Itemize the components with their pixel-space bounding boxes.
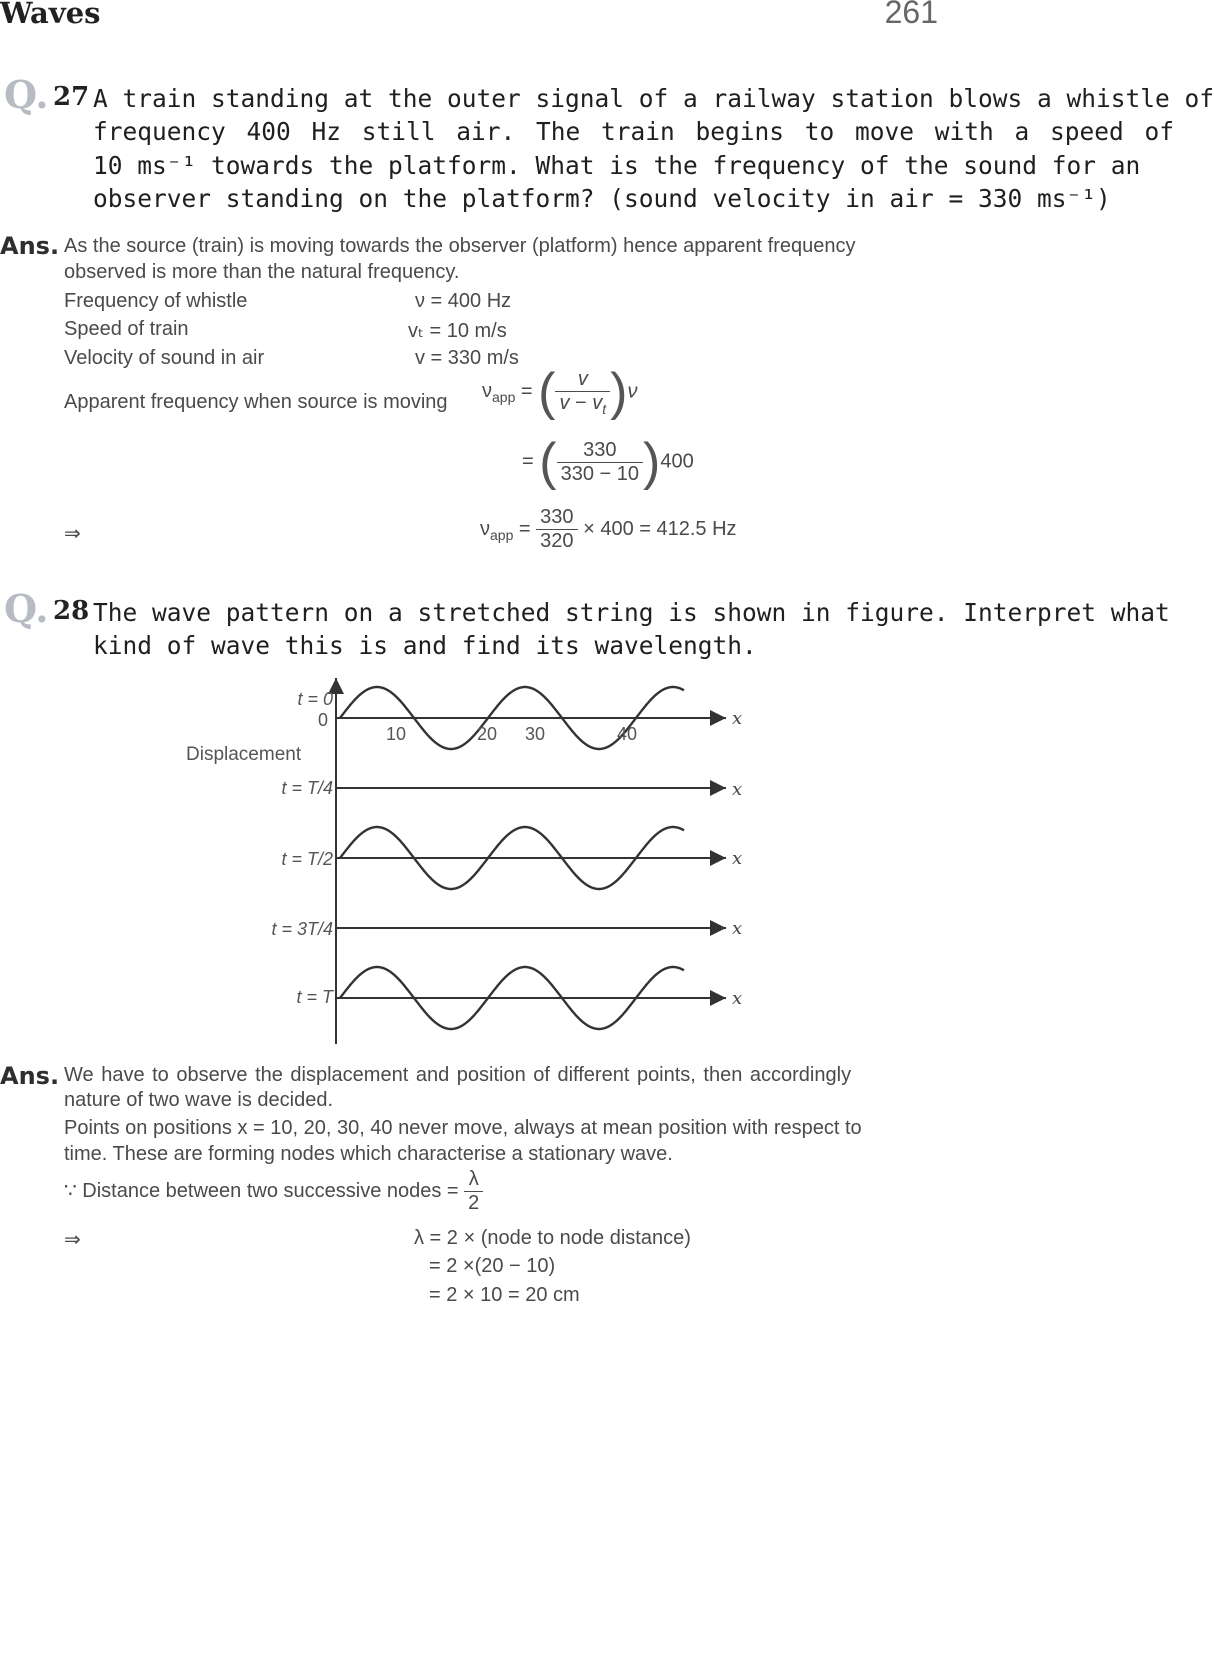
time-label: t = T/2	[281, 849, 333, 869]
x-tick-label: 30	[525, 724, 546, 744]
apparent-frequency-text: Apparent frequency when source is moving	[64, 391, 448, 413]
question-marker: Q.	[4, 72, 49, 117]
x-tick-label: 10	[386, 724, 407, 744]
page-number: 261	[884, 0, 938, 30]
given-value: v = 330 m/s	[415, 347, 519, 369]
time-label: t = 0	[297, 689, 333, 709]
implies-symbol: ⇒	[64, 523, 81, 545]
given-name: Velocity of sound in air	[64, 347, 265, 369]
given-value: ν = 400 Hz	[415, 290, 512, 312]
implies-symbol: ⇒	[64, 1229, 81, 1251]
question-line: observer standing on the platform? (sound velocity in air = 330 ms⁻¹)	[93, 184, 1111, 213]
x-axis-label: x	[732, 708, 743, 729]
x-axis-label: x	[732, 918, 743, 939]
equation-result: $\nu_{app}$ = $\frac{330}{320}$ × 400 = 412.5 Hz	[480, 506, 737, 552]
node-distance-statement: ∵ Distance between two successive nodes = $\frac{\lambda}{2}$	[64, 1168, 483, 1215]
question-line: The wave pattern on a stretched string is shown in figure. Interpret what	[93, 598, 1170, 627]
given-value: vₜ = 10 m/s	[408, 320, 507, 342]
x-axis-label: x	[732, 848, 743, 869]
question-line: kind of wave this is and find its wavelength.	[93, 631, 757, 660]
question-number: 27	[53, 82, 90, 112]
wavelength-step: λ = 2 × (node to node distance)	[414, 1227, 691, 1249]
wave-pattern-figure	[180, 672, 780, 1052]
time-label: t = T	[296, 987, 333, 1007]
wavelength-step: = 2 ×(20 − 10)	[429, 1255, 556, 1277]
x-tick-label: 40	[617, 724, 638, 744]
question-line: A train standing at the outer signal of a railway station blows a whistle of	[93, 84, 1214, 113]
equation-apparent-frequency: $\nu_{app}$ = ( $\frac{v}{v - v_t}$ )ν	[482, 363, 638, 421]
question-marker: Q.	[4, 586, 49, 631]
origin-label: 0	[318, 710, 329, 730]
time-label: t = 3T/4	[271, 919, 333, 939]
answer-line: nature of two wave is decided.	[64, 1089, 334, 1111]
answer-line: time. These are forming nodes which characterise a stationary wave.	[64, 1143, 673, 1165]
question-line: 10 ms⁻¹ towards the platform. What is the frequency of the sound for an	[93, 151, 1141, 180]
answer-line: We have to observe the displacement and position of different points, then accordingly	[64, 1064, 852, 1086]
answer-line: As the source (train) is moving towards the observer (platform) hence apparent frequency	[64, 235, 856, 257]
x-tick-label: 20	[477, 724, 498, 744]
answer-line: observed is more than the natural frequency.	[64, 261, 460, 283]
answer-label: Ans.	[0, 1062, 60, 1090]
nu-app: $\nu_{app}$	[482, 380, 516, 406]
chapter-title: Waves	[0, 0, 101, 30]
question-line: frequency 400 Hz still air. The train begins to move with a speed of	[93, 117, 1175, 146]
answer-label: Ans.	[0, 232, 60, 260]
question-number: 28	[53, 596, 90, 626]
given-name: Speed of train	[64, 318, 189, 340]
equation-substitution: = ( $\frac{330}{330 - 10}$ )400	[522, 433, 694, 491]
x-axis-label: x	[732, 988, 743, 1009]
answer-line: Points on positions x = 10, 20, 30, 40 never move, always at mean position with respect to	[64, 1117, 862, 1139]
given-name: Frequency of whistle	[64, 290, 248, 312]
x-axis-label: x	[732, 779, 743, 800]
wavelength-step: = 2 × 10 = 20 cm	[429, 1284, 580, 1306]
y-axis-label: Displacement	[186, 744, 302, 765]
time-label: t = T/4	[281, 778, 333, 798]
